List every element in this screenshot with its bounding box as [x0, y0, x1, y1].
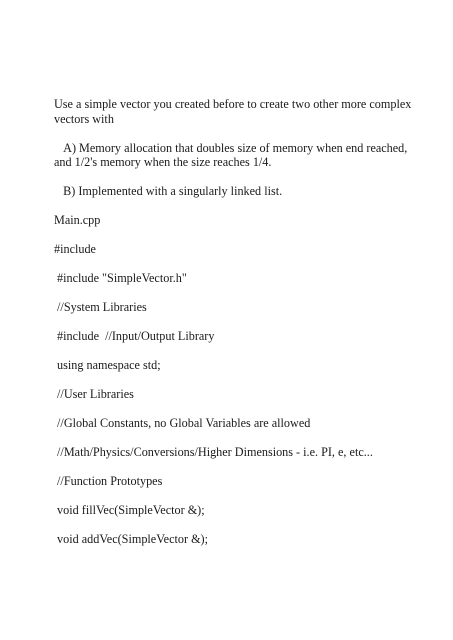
code-line: #include //Input/Output Library — [54, 329, 215, 343]
code-line: #include "SimpleVector.h" — [54, 271, 187, 285]
code-line: //User Libraries — [54, 387, 134, 401]
code-line: //System Libraries — [54, 300, 147, 314]
code-line: using namespace std; — [54, 358, 161, 372]
task-description: Use a simple vector you created before to create two other more complex vectors with — [54, 97, 415, 126]
code-line: void fillVec(SimpleVector &); — [54, 503, 205, 517]
file-name: Main.cpp — [54, 213, 101, 227]
document-body — [54, 97, 414, 561]
code-line: //Global Constants, no Global Variables are allowed — [54, 416, 311, 430]
requirement-b: B) Implemented with a singularly linked list. — [54, 184, 283, 198]
code-line: #include — [54, 242, 96, 256]
code-line: //Math/Physics/Conversions/Higher Dimensions - i.e. PI, e, etc... — [54, 445, 373, 459]
requirement-a: A) Memory allocation that doubles size of memory when end reached, and 1/2's memory when the size reaches 1/4. — [54, 140, 411, 169]
code-line: void addVec(SimpleVector &); — [54, 532, 208, 546]
code-line: //Function Prototypes — [54, 474, 163, 488]
